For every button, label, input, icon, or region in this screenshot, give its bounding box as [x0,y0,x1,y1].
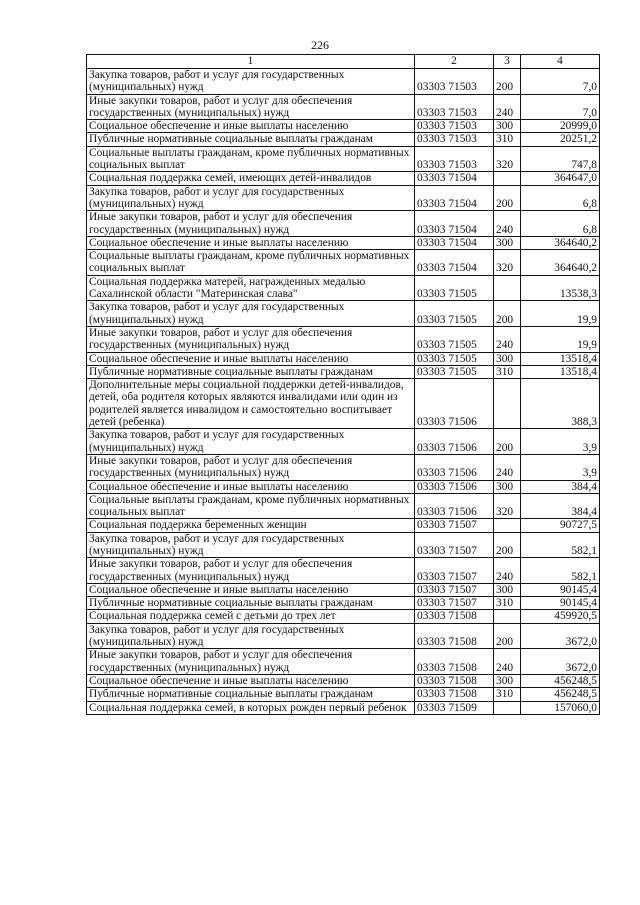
row-code-cell: 03303 71506 [415,480,494,493]
row-type-cell: 310 [494,365,521,378]
row-amount-cell: 384,4 [521,493,600,519]
row-type-cell: 240 [494,558,521,584]
row-type-cell: 310 [494,688,521,701]
table-row [87,301,600,327]
row-code-cell: 03303 71507 [415,519,494,532]
row-code-cell: 03303 71504 [415,185,494,211]
row-name-cell: Социальные выплаты гражданам, кроме публичных нормативных социальных выплат [87,146,415,172]
row-code-cell: 03303 71503 [415,94,494,120]
row-code-cell: 03303 71505 [415,326,494,352]
row-code-cell: 03303 71506 [415,454,494,480]
row-amount-cell: 90727,5 [521,519,600,532]
table-row [87,583,600,596]
row-type-cell: 300 [494,583,521,596]
row-amount-cell: 3672,0 [521,623,600,649]
row-name-cell: Закупка товаров, работ и услуг для государственных (муниципальных) нужд [87,69,415,95]
row-name-cell: Публичные нормативные социальные выплаты гражданам [87,688,415,701]
row-code-cell: 03303 71508 [415,623,494,649]
row-amount-cell: 364640,2 [521,236,600,249]
column-header-code: 2 [415,55,494,69]
row-type-cell: 240 [494,326,521,352]
table-row [87,250,600,276]
row-code-cell: 03303 71503 [415,133,494,146]
table-row [87,480,600,493]
row-type-cell: 300 [494,480,521,493]
row-name-cell: Иные закупки товаров, работ и услуг для обеспечения государственных (муниципальных) нужд [87,649,415,675]
row-type-cell: 320 [494,250,521,276]
table-row [87,94,600,120]
row-amount-cell: 364647,0 [521,172,600,185]
row-amount-cell: 90145,4 [521,583,600,596]
table-row [87,365,600,378]
row-amount-cell: 459920,5 [521,610,600,623]
row-amount-cell: 7,0 [521,94,600,120]
row-type-cell [494,379,521,429]
table-row [87,120,600,133]
table-row [87,275,600,301]
row-name-cell: Публичные нормативные социальные выплаты гражданам [87,365,415,378]
table-body [87,69,600,715]
row-type-cell: 300 [494,120,521,133]
row-type-cell: 300 [494,352,521,365]
row-code-cell: 03303 71504 [415,172,494,185]
table-row [87,133,600,146]
row-code-cell: 03303 71509 [415,701,494,714]
row-type-cell [494,519,521,532]
row-code-cell: 03303 71506 [415,493,494,519]
row-amount-cell: 456248,5 [521,688,600,701]
row-amount-cell: 456248,5 [521,674,600,687]
table-row [87,701,600,714]
header-row [87,55,600,69]
row-code-cell: 03303 71507 [415,532,494,558]
row-name-cell: Закупка товаров, работ и услуг для государственных (муниципальных) нужд [87,623,415,649]
row-code-cell: 03303 71507 [415,558,494,584]
table-row [87,519,600,532]
row-name-cell: Закупка товаров, работ и услуг для государственных (муниципальных) нужд [87,532,415,558]
row-name-cell: Иные закупки товаров, работ и услуг для обеспечения государственных (муниципальных) нужд [87,94,415,120]
row-name-cell: Иные закупки товаров, работ и услуг для обеспечения государственных (муниципальных) нужд [87,454,415,480]
row-amount-cell: 384,4 [521,480,600,493]
row-amount-cell: 6,8 [521,185,600,211]
row-code-cell: 03303 71506 [415,379,494,429]
table-row [87,558,600,584]
row-amount-cell: 582,1 [521,558,600,584]
row-name-cell: Закупка товаров, работ и услуг для государственных (муниципальных) нужд [87,301,415,327]
table-row [87,688,600,701]
table-row [87,597,600,610]
row-name-cell: Иные закупки товаров, работ и услуг для обеспечения государственных (муниципальных) нужд [87,558,415,584]
row-name-cell: Социальное обеспечение и иные выплаты населению [87,120,415,133]
budget-table [86,54,600,715]
row-type-cell: 240 [494,454,521,480]
row-name-cell: Закупка товаров, работ и услуг для государственных (муниципальных) нужд [87,185,415,211]
row-code-cell: 03303 71504 [415,211,494,237]
row-amount-cell: 19,9 [521,301,600,327]
row-code-cell: 03303 71505 [415,275,494,301]
row-type-cell: 240 [494,649,521,675]
row-code-cell: 03303 71505 [415,352,494,365]
row-code-cell: 03303 71504 [415,250,494,276]
row-amount-cell: 3,9 [521,454,600,480]
row-type-cell: 320 [494,493,521,519]
row-type-cell: 200 [494,69,521,95]
row-amount-cell: 7,0 [521,69,600,95]
row-code-cell: 03303 71508 [415,688,494,701]
row-amount-cell: 388,3 [521,379,600,429]
table-row [87,623,600,649]
column-header-amount: 4 [521,55,600,69]
row-name-cell: Социальное обеспечение и иные выплаты населению [87,236,415,249]
row-amount-cell: 157060,0 [521,701,600,714]
table-row [87,493,600,519]
row-type-cell: 200 [494,623,521,649]
row-code-cell: 03303 71508 [415,674,494,687]
row-name-cell: Социальная поддержка матерей, награжденных медалью Сахалинской области "Материнская слава" [87,275,415,301]
row-name-cell: Социальное обеспечение и иные выплаты населению [87,480,415,493]
row-amount-cell: 13518,4 [521,365,600,378]
row-amount-cell: 3672,0 [521,649,600,675]
row-name-cell: Социальная поддержка семей, в которых рожден первый ребенок [87,701,415,714]
row-type-cell: 200 [494,301,521,327]
table-row [87,326,600,352]
row-type-cell: 200 [494,532,521,558]
row-name-cell: Дополнительные меры социальной поддержки детей-инвалидов, детей, оба родителя которых являются инвалидами или один из родителей является инвалидом и самостоятельно воспитывает детей (ребенка) [87,379,415,429]
row-type-cell: 310 [494,133,521,146]
row-type-cell [494,610,521,623]
row-name-cell: Иные закупки товаров, работ и услуг для обеспечения государственных (муниципальных) нужд [87,211,415,237]
row-code-cell: 03303 71508 [415,649,494,675]
row-code-cell: 03303 71503 [415,69,494,95]
row-amount-cell: 3,9 [521,429,600,455]
table-row [87,172,600,185]
row-amount-cell: 19,9 [521,326,600,352]
table-row [87,429,600,455]
table-row [87,69,600,95]
row-name-cell: Социальные выплаты гражданам, кроме публичных нормативных социальных выплат [87,493,415,519]
row-type-cell: 200 [494,185,521,211]
row-name-cell: Публичные нормативные социальные выплаты гражданам [87,597,415,610]
row-type-cell [494,275,521,301]
table-row [87,352,600,365]
column-header-name: 1 [87,55,415,69]
table-row [87,211,600,237]
row-code-cell: 03303 71503 [415,120,494,133]
row-code-cell: 03303 71505 [415,301,494,327]
page-number: 226 [311,38,329,52]
column-header-type: 3 [494,55,521,69]
row-name-cell: Социальные выплаты гражданам, кроме публичных нормативных социальных выплат [87,250,415,276]
row-type-cell [494,701,521,714]
row-type-cell: 240 [494,94,521,120]
row-name-cell: Социальная поддержка беременных женщин [87,519,415,532]
row-type-cell [494,172,521,185]
row-name-cell: Публичные нормативные социальные выплаты гражданам [87,133,415,146]
table-row [87,649,600,675]
row-name-cell: Социальное обеспечение и иные выплаты населению [87,352,415,365]
table-row [87,146,600,172]
row-amount-cell: 364640,2 [521,250,600,276]
row-name-cell: Социальное обеспечение и иные выплаты населению [87,674,415,687]
row-type-cell: 240 [494,211,521,237]
table-row [87,185,600,211]
row-amount-cell: 13538,3 [521,275,600,301]
table-row [87,610,600,623]
row-type-cell: 320 [494,146,521,172]
row-code-cell: 03303 71505 [415,365,494,378]
row-code-cell: 03303 71507 [415,597,494,610]
row-amount-cell: 20999,0 [521,120,600,133]
row-name-cell: Социальное обеспечение и иные выплаты населению [87,583,415,596]
row-amount-cell: 582,1 [521,532,600,558]
row-amount-cell: 13518,4 [521,352,600,365]
row-type-cell: 310 [494,597,521,610]
row-code-cell: 03303 71504 [415,236,494,249]
row-name-cell: Социальная поддержка семей с детьми до трех лет [87,610,415,623]
row-name-cell: Закупка товаров, работ и услуг для государственных (муниципальных) нужд [87,429,415,455]
row-code-cell: 03303 71506 [415,429,494,455]
row-amount-cell: 20251,2 [521,133,600,146]
table-row [87,454,600,480]
row-code-cell: 03303 71507 [415,583,494,596]
row-amount-cell: 90145,4 [521,597,600,610]
row-type-cell: 300 [494,236,521,249]
table-row [87,236,600,249]
row-name-cell: Иные закупки товаров, работ и услуг для обеспечения государственных (муниципальных) нужд [87,326,415,352]
row-amount-cell: 747,8 [521,146,600,172]
row-amount-cell: 6,8 [521,211,600,237]
row-type-cell: 200 [494,429,521,455]
table-row [87,532,600,558]
row-type-cell: 300 [494,674,521,687]
table-row [87,674,600,687]
row-code-cell: 03303 71508 [415,610,494,623]
row-name-cell: Социальная поддержка семей, имеющих детей-инвалидов [87,172,415,185]
table-row [87,379,600,429]
row-code-cell: 03303 71503 [415,146,494,172]
